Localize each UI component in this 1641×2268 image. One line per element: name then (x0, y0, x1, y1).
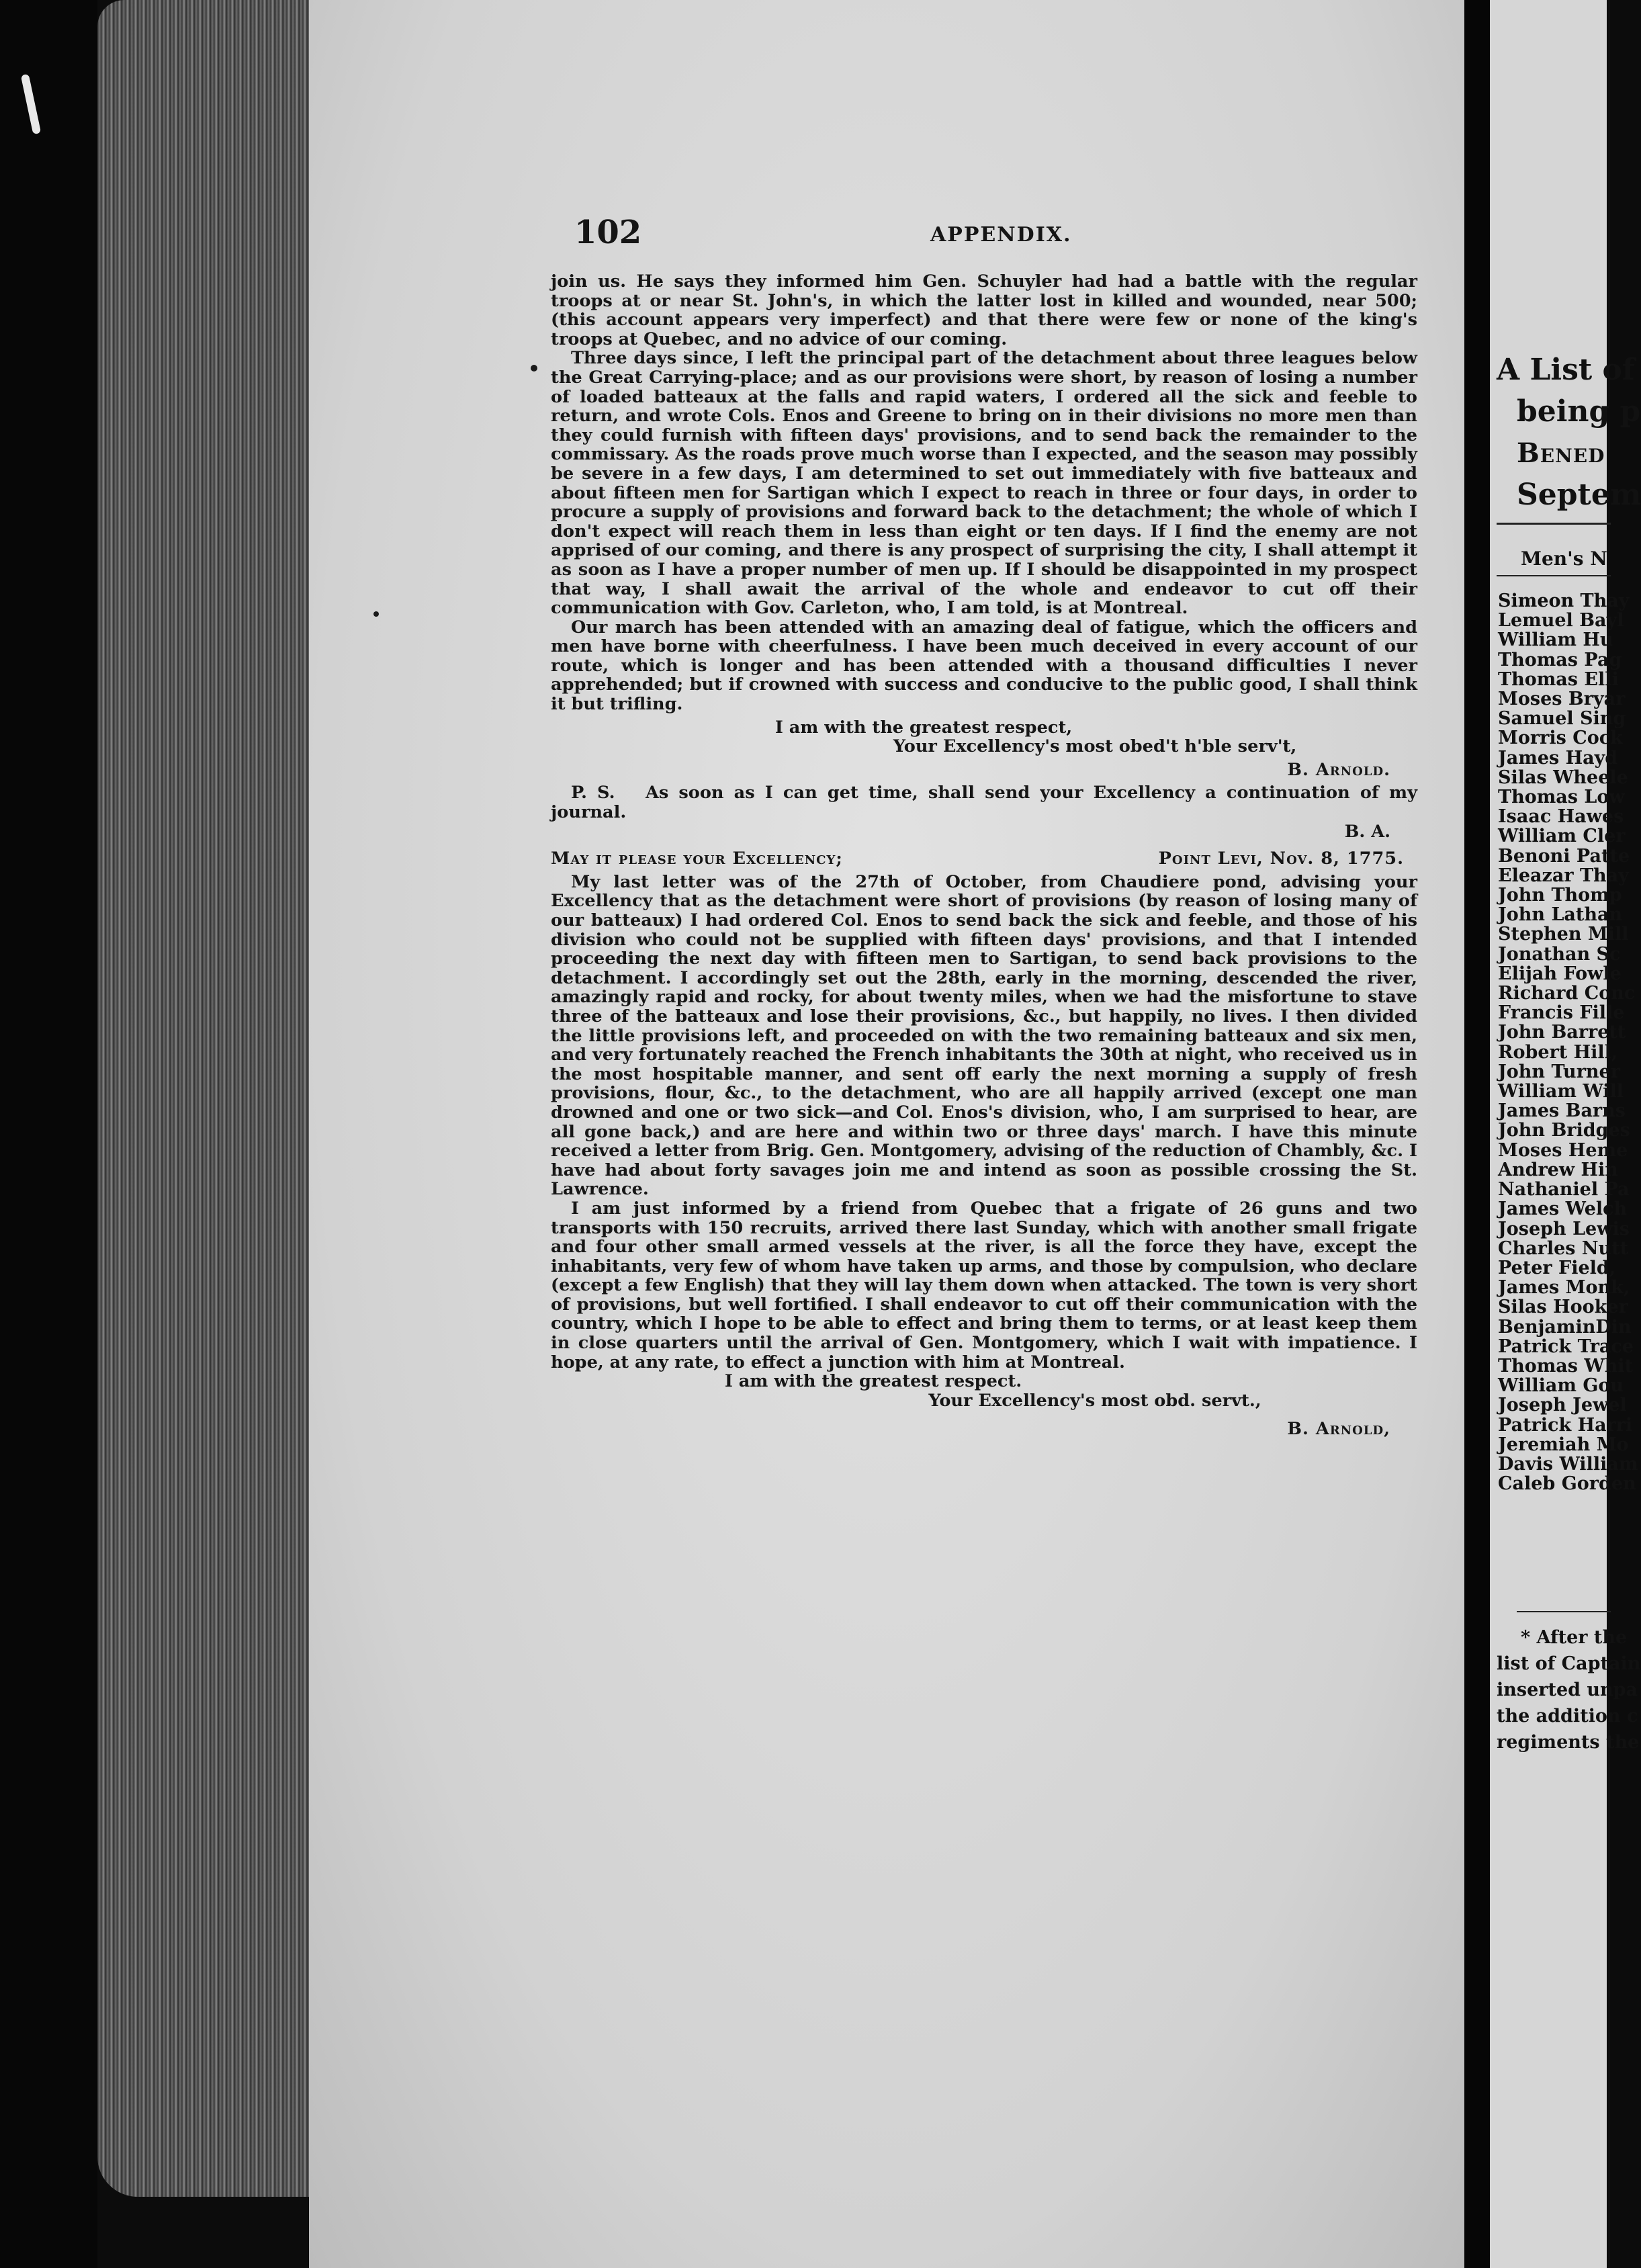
facing-name-entry: John Lathan (1498, 904, 1623, 926)
facing-name-entry: Joseph Jewel (1498, 1395, 1627, 1416)
facing-name-entry: John Thomp (1498, 885, 1622, 906)
facing-footnote-line: the addition c (1497, 1706, 1638, 1727)
facing-name-entry: Elijah Fowle (1498, 963, 1622, 984)
letter1-paragraph-2: Three days since, I left the principal part of the detachment about three leagues below the Great Carrying-place; and as our provisions were short, by reason of losing a number of loaded batteaux at the falls and rapid waters, I ordered all the sick and feeble to return, and wrote Cols. Enos and Greene to bring on in their divisions no more men than they could furnish with fifteen days' provisions, and to send back the remainder to the commissary. As the roads prove much worse than I expected, and the season may possibly be severe in a few days, I am determined to set out immediately with five batteaux and about fifteen men for Sartigan which I expect to reach in three or four days, in order to procure a supply of provisions and forward back to the detachment; the whole of which I don't expect will reach them in less than eight or ten days. If I find the enemy are not apprised of our coming, and there is any prospect of surprising the city, I shall attempt it as soon as I have a proper number of men up. If I should be disappointed in my prospect that way, I shall await the arrival of the whole and endeavor to cut off their communication with Gov. Carleton, who, I am told, is at Montreal. (551, 348, 1417, 619)
facing-name-entry: Nathaniel Pa (1498, 1179, 1630, 1201)
letter1-paragraph-1: join us. He says they informed him Gen. Schuyler had had a battle with the regular troops at or near St. John's, in which the latter lost in killed and wounded, near 500; (this account appears very imperfect) and that there were few or none of the king's troops at Quebec, and no advice of our coming. (551, 271, 1417, 349)
facing-footnote-line: regiments the (1497, 1732, 1640, 1753)
facing-page-fragment (1490, 0, 1641, 2268)
facing-title-line-4: Septem (1517, 478, 1641, 512)
facing-column-header: Men's N (1521, 548, 1607, 570)
margin-dot-mark (373, 611, 379, 617)
page-header (574, 214, 1407, 254)
facing-title-rule (1497, 523, 1611, 525)
facing-name-entry: Joseph Lewis (1498, 1218, 1630, 1239)
facing-name-entry: John Turner (1498, 1061, 1620, 1082)
postscript-label: P. S. (571, 783, 615, 803)
facing-name-entry: Peter Field, (1498, 1257, 1616, 1278)
facing-header-rule (1497, 575, 1611, 576)
facing-name-entry: Silas Hooker (1498, 1297, 1628, 1318)
facing-name-entry: Silas Wheele (1498, 767, 1628, 788)
postscript-text: As soon as I can get time, shall send your Excellency a continuation of my journal. (551, 783, 1418, 823)
book-gutter (1464, 0, 1490, 2268)
facing-name-entry: Stephen Mill (1498, 924, 1629, 945)
letter1-paragraph-3: Our march has been attended with an amazing deal of fatigue, which the officers and men have borne with cheerfulness. I have been much deceived in every account of our route, which is longer and has been attended with a thousand difficulties I never apprehended; but if crowned with success and conducive to the public good, I shall think it but trifling. (551, 617, 1417, 715)
facing-name-entry: James Monk, (1498, 1277, 1630, 1299)
facing-name-entry: William Gou (1498, 1375, 1624, 1397)
letter2-paragraph-1: My last letter was of the 27th of October, from Chaudiere pond, advising your Excellency that as the detachment were short of provisions (by reason of losing many of our batteaux) I had ordered Col. Enos to send back the sick and feeble, and those of his division who could not be supplied with fifteen days' provisions, and that I intended proceeding the next day with fifteen men to Sartigan, to send back provisions to the detachment. I accordingly set out the 28th, early in the morning, descended the river, amazingly rapid and rocky, for about twenty miles, when we had the misfortune to stave three of the batteaux and lose their provisions, &c., but happily, no lives. I then divided the little provisions left, and proceeded on with the two remaining batteaux and six men, and very fortunately reached the French inhabitants the 30th at night, who received us in the most hospitable manner, and sent off early the next morning a supply of fresh provisions, flour, &c., to the detachment, who are all happily arrived (except one man drowned and one or two sick—and Col. Enos's division, who, I am surprised to hear, are all gone back,) and are here and within two or three days' march. I have this minute received a letter from Brig. Gen. Montgomery, advising of the reduction of Chambly, &c. I have had about forty savages join me and intend as soon as possible crossing the St. Lawrence. (551, 871, 1417, 1200)
facing-name-entry: James Hayd (1498, 747, 1618, 769)
book-page-edges (97, 0, 319, 2197)
facing-title-line-1: A List of (1497, 353, 1635, 387)
facing-name-entry: Eleazar Thay (1498, 865, 1629, 886)
facing-title-line-3: Bened (1517, 437, 1605, 469)
facing-name-entry: John Bridges (1498, 1120, 1630, 1141)
facing-name-entry: Charles Nutt (1498, 1237, 1629, 1259)
letter2-place-date: Point Levi, Nov. 8, 1775. (1158, 848, 1404, 869)
facing-name-entry: Davis William (1498, 1453, 1638, 1475)
letter2-closing-line-1: I am with the greatest respect. (724, 1371, 1022, 1392)
postscript-initials: B. A. (1344, 821, 1390, 842)
facing-footnote-line: * After the (1521, 1627, 1628, 1648)
facing-name-entry: William Hu (1498, 629, 1613, 651)
facing-name-entry: Jonathan Sc (1498, 943, 1621, 965)
facing-name-entry: Morris Cock (1498, 728, 1623, 749)
letter1-signature: B. Arnold. (1287, 759, 1390, 780)
facing-name-entry: Simeon Thay (1498, 591, 1630, 611)
page-number: 102 (574, 214, 642, 251)
facing-name-entry: Jeremiah Mo (1498, 1434, 1629, 1455)
facing-footnote (1497, 1624, 1640, 1755)
letter2-paragraph-2: I am just informed by a friend from Quebec that a frigate of 26 guns and two transports with 150 recruits, arrived there last Sunday, which with another small frigate and four other small armed vessels at the river, is all the force they have, except the inhabitants, very few of whom have taken up arms, and those by compulsion, who declare (except a few English) that they will lay them down when attacked. The town is very short of provisions, but well fortified. I shall endeavor to cut off their communication with the country, which I hope to be able to effect and bring them to terms, or at least keep them in close quarters until the arrival of Gen. Montgomery, which I wait with impatience. I hope, at any rate, to effect a junction with him at Montreal. (551, 1198, 1417, 1372)
facing-name-entry: William Will (1498, 1081, 1624, 1102)
facing-name-entry: Andrew Hin (1498, 1159, 1618, 1180)
facing-footnote-line: list of Captain (1497, 1653, 1641, 1674)
facing-footnote-line: inserted unpa (1497, 1680, 1638, 1700)
facing-name-entry: William Cler (1498, 826, 1626, 847)
facing-page-title (1497, 349, 1641, 516)
letter2-closing-line-2: Your Excellency's most obd. servt., (928, 1390, 1261, 1411)
facing-name-entry: Lemuel Bayl (1498, 610, 1624, 631)
facing-name-entry: Moses Heme (1498, 1139, 1628, 1161)
scan-left-border (0, 0, 97, 2268)
facing-name-entry: James Barns (1498, 1100, 1626, 1122)
facing-name-entry: Isaac Hawes (1498, 806, 1624, 828)
letter2-salutation: May it please your Excellency; (551, 848, 843, 869)
margin-bullet-mark (531, 365, 537, 372)
facing-name-entry: Thomas Elli (1498, 668, 1619, 690)
letter1-closing-line-1: I am with the greatest respect, (774, 717, 1073, 738)
facing-name-entry: Patrick Harri (1498, 1414, 1633, 1436)
facing-name-entry: John Barrett (1498, 1022, 1626, 1043)
facing-name-entry: Richard Conc (1498, 983, 1636, 1004)
facing-name-entry: Samuel Sing (1498, 708, 1626, 730)
facing-name-entry: Thomas Low (1498, 787, 1625, 808)
facing-title-line-2: being p (1517, 394, 1641, 429)
letter-text-block (551, 272, 1417, 1439)
facing-name-entry: BenjaminDin (1498, 1316, 1632, 1338)
facing-name-entry: Caleb Gorden (1498, 1473, 1636, 1495)
facing-name-entry: Thomas Pag (1498, 649, 1622, 670)
letter2-signature: B. Arnold, (1287, 1419, 1390, 1440)
facing-name-list (1498, 591, 1638, 1493)
facing-name-entry: James Welch (1498, 1198, 1628, 1220)
facing-name-entry: Patrick Trace (1498, 1336, 1634, 1357)
facing-name-entry: Francis Fille (1498, 1002, 1625, 1024)
facing-footnote-rule (1517, 1611, 1611, 1612)
facing-name-entry: Thomas Whit (1498, 1355, 1634, 1377)
facing-name-entry: Robert Hill, (1498, 1041, 1618, 1063)
running-head: APPENDIX. (930, 223, 1072, 247)
facing-name-entry: Benoni Patte (1498, 845, 1630, 867)
facing-name-entry: Moses Bryar (1498, 689, 1626, 710)
letter1-closing-line-2: Your Excellency's most obed't h'ble serv't, (893, 736, 1297, 757)
